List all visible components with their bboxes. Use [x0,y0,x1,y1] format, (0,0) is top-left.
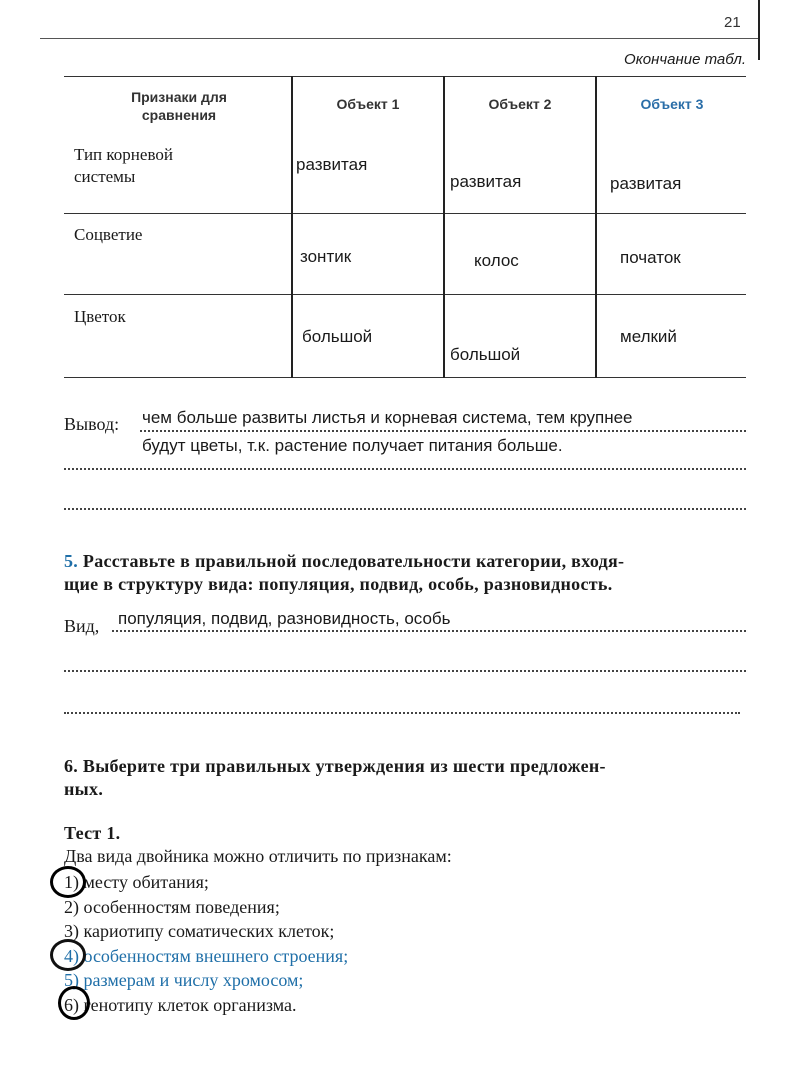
header-rule [40,38,758,39]
row-feature-inflorescence: Соцветие [74,225,143,244]
answer-circle-mark [58,986,90,1020]
header-object-3: Объект 3 [640,96,704,112]
cell-root-object-2: развитая [450,172,522,191]
task-6-text-line-1: 6. Выберите три правильных утверждения из шести предложен- [64,756,606,776]
row-feature-root-system: Тип корневой системы [74,145,173,186]
table-col-divider [595,76,597,378]
test-option-6[interactable]: 6) генотипу клеток организма. [64,994,297,1015]
header-features: Признаки для сравнения [131,89,227,123]
test-option-4[interactable]: 4) особенностям внешнего строения; [64,945,349,966]
cell-root-object-3: развитая [610,174,682,193]
cell-inflorescence-object-1: зонтик [300,247,352,266]
cell-inflorescence-object-2: колос [474,251,519,270]
answer-line [64,712,740,714]
table-continuation-label: Окончание табл. [624,51,746,68]
row-feature-flower: Цветок [74,307,126,326]
test-options-list [64,870,348,1017]
answer-line [64,468,746,470]
test-option-5[interactable]: 5) размерам и числу хромосом; [64,970,304,990]
conclusion-answer-line-2: будут цветы, т.к. растение получает питания больше. [142,436,563,455]
conclusion-label: Вывод: [64,414,120,434]
answer-circle-mark [50,866,86,898]
task-6-text-line-2: ных. [64,779,104,799]
cell-flower-object-3: мелкий [620,327,677,346]
task-5-text-line-1: Расставьте в правильной последовательности категории, входя- [82,551,625,571]
answer-line [64,670,746,672]
answer-circle-mark [50,939,86,971]
cell-inflorescence-object-3: початок [620,248,681,267]
task-6-question [64,755,746,801]
task-5-question [64,550,764,596]
table-bottom-border [64,377,746,378]
answer-line [64,508,746,510]
page-number: 21 [724,14,741,31]
table-col-divider [291,76,293,378]
table-top-border [64,76,746,77]
test-option-3[interactable]: 3) кариотипу соматических клеток; [64,921,335,941]
task-5-number: 5. [64,551,79,571]
cell-flower-object-2: большой [450,345,521,364]
test-label: Тест 1. [64,823,121,843]
answer-line [112,630,746,632]
table-row-divider [64,213,746,214]
test-prompt: Два вида двойника можно отличить по признакам: [64,846,452,866]
task-5-text-line-2: щие в структуру вида: популяция, подвид, особь, разновидность. [64,574,613,594]
conclusion-answer-line-1: чем больше развиты листья и корневая система, тем крупнее [142,408,633,427]
test-option-1[interactable]: 1) месту обитания; [64,872,209,892]
comparison-table [64,76,746,378]
margin-bar [758,0,760,60]
task-5-answer: популяция, подвид, разновидность, особь [118,609,451,628]
table-col-divider [443,76,445,378]
task-5-label: Вид, [64,616,100,636]
header-object-2: Объект 2 [488,96,552,112]
header-object-1: Объект 1 [336,96,400,112]
cell-root-object-1: развитая [296,155,368,174]
table-row-divider [64,294,746,295]
cell-flower-object-1: большой [302,327,373,346]
test-option-2[interactable]: 2) особенностям поведения; [64,896,280,917]
answer-line [140,430,746,432]
